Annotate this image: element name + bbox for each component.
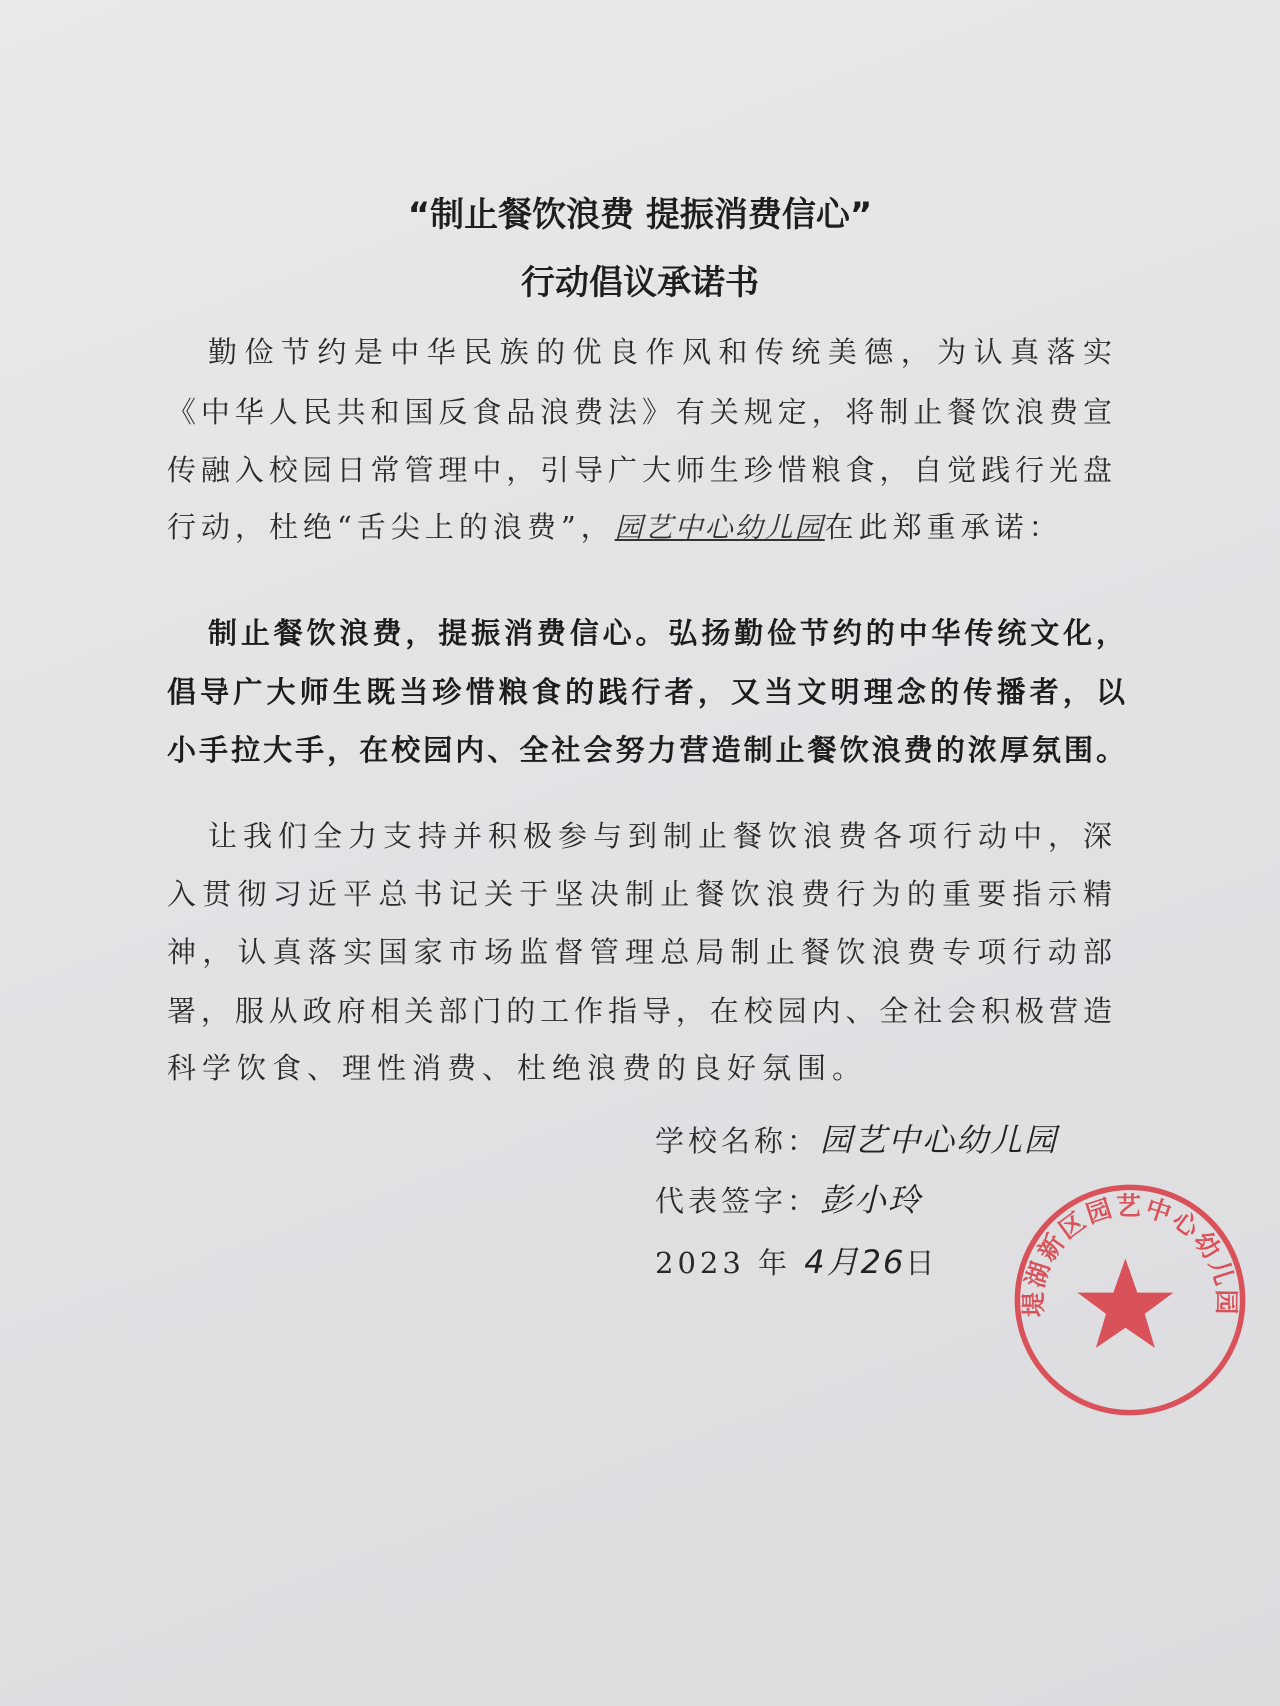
document-title: “制止餐饮浪费 提振消费信心” <box>407 195 873 235</box>
line-prefix: 行动，杜绝“舌尖上的浪费”， <box>167 510 615 544</box>
official-seal <box>1010 1180 1250 1420</box>
school-name-label: 学校名称： <box>655 1124 821 1158</box>
paragraph3-line: 署，服从政府相关部门的工作指导，在校园内、全社会积极营造 <box>167 994 1112 1028</box>
seal-text: 堤湖新区园艺中心幼儿园 <box>1019 1191 1241 1318</box>
line-suffix: 在此郑重承诺： <box>824 510 1063 544</box>
paragraph1-line: 传融入校园日常管理中，引导广大师生珍惜粮食，自觉践行光盘 <box>167 453 1112 487</box>
paragraph1-line: 《中华人民共和国反食品浪费法》有关规定，将制止餐饮浪费宣 <box>167 395 1112 429</box>
date-day-suffix: 日 <box>905 1246 939 1280</box>
representative-label: 代表签字： <box>655 1184 821 1218</box>
paragraph1-line: 勤俭节约是中华民族的优良作风和传统美德，为认真落实 <box>208 335 1112 369</box>
seal-star-icon <box>1077 1258 1173 1348</box>
date-handwritten: 4月26 <box>804 1243 906 1281</box>
school-name-row <box>655 1120 1058 1161</box>
date-row <box>655 1242 938 1283</box>
paragraph2-line: 小手拉大手，在校园内、全社会努力营造制止餐饮浪费的浓厚氛围。 <box>167 733 1125 767</box>
paragraph3-line: 神，认真落实国家市场监督管理总局制止餐饮浪费专项行动部 <box>167 935 1112 969</box>
handwritten-school-name: 园艺中心幼儿园 <box>614 511 825 544</box>
paragraph1-line <box>167 507 1112 548</box>
paragraph3-line: 让我们全力支持并积极参与到制止餐饮浪费各项行动中，深 <box>208 819 1112 853</box>
paragraph3-line: 科学饮食、理性消费、杜绝浪费的良好氛围。 <box>167 1051 868 1085</box>
paragraph2-line: 倡导广大师生既当珍惜粮食的践行者，又当文明理念的传播者，以 <box>167 675 1125 709</box>
representative-signature: 彭小玲 <box>820 1181 923 1219</box>
representative-signature-row <box>655 1180 922 1221</box>
document-subtitle: 行动倡议承诺书 <box>521 263 759 303</box>
paragraph2-line: 制止餐饮浪费，提振消费信心。弘扬勤俭节约的中华传统文化， <box>208 616 1125 650</box>
school-name-handwritten: 园艺中心幼儿园 <box>820 1121 1059 1159</box>
date-year: 2023 年 <box>655 1246 792 1280</box>
paragraph3-line: 入贯彻习近平总书记关于坚决制止餐饮浪费行为的重要指示精 <box>167 877 1112 911</box>
